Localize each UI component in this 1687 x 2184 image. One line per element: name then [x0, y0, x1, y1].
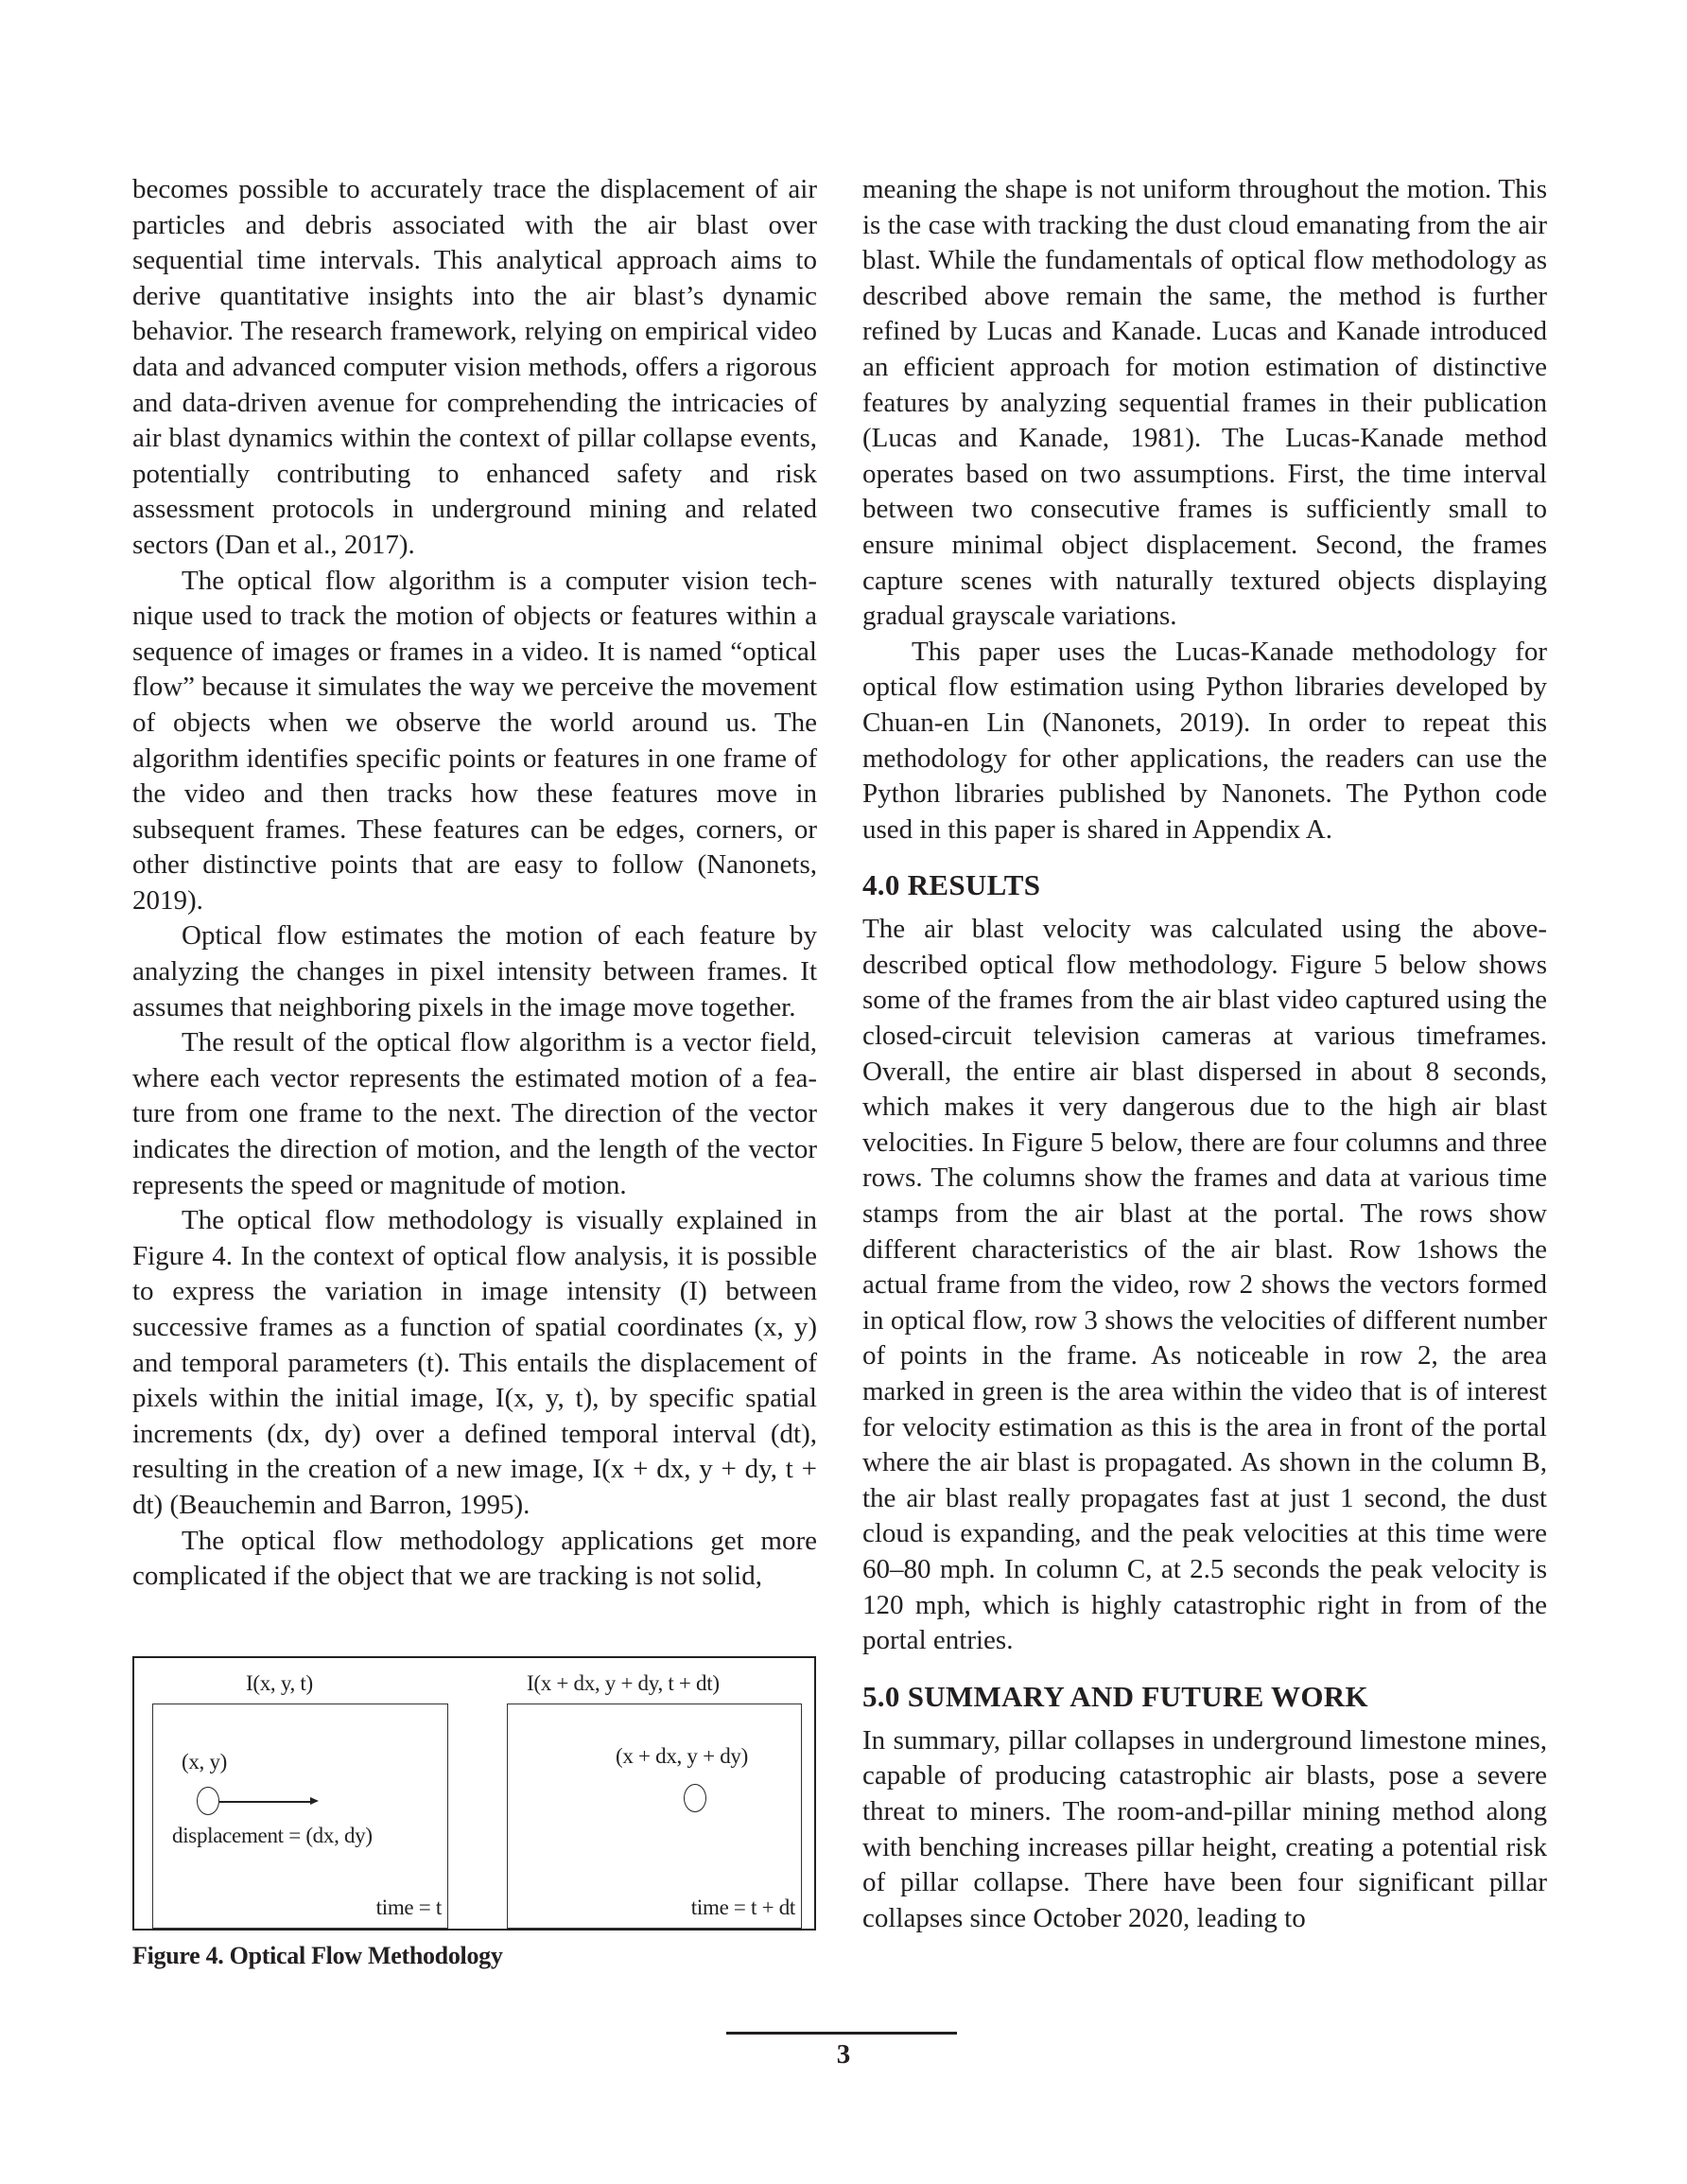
section-heading-results: 4.0 RESULTS [862, 868, 1041, 902]
paragraph: The optical flow methodology is visually explained in Figure 4. In the context of optical flow analysis, it is possible to express the variation in image intensity (I) between successive frames as a function of spatial coordinates (x, y) and temporal parameters (t). This entails the displacement of pixels within the initial image, I(x, y, t), by specific spatial increments (dx, dy) over a defined temporal interval (dt), resulting in the creation of a new image, I(x + dx, y + dy, t + dt) (Beauchemin and Barron, 1995). [132, 1205, 817, 1520]
section-heading-summary: 5.0 SUMMARY AND FUTURE WORK [862, 1679, 1368, 1713]
paragraph: The result of the optical flow algorithm is a vector field, where each vector represents the estimated motion of a feature from one frame to the next. The direction of the vector indicates the direction of motion, and the length of the vector represents the speed or magnitude of motion. [132, 1027, 817, 1200]
arrow-head-icon [310, 1797, 319, 1805]
figure-4-caption: Figure 4. Optical Flow Methodology [132, 1942, 503, 1969]
frame-at-time-t-plus-dt [507, 1704, 802, 1929]
left-frame-title: I(x, y, t) [246, 1671, 313, 1695]
paragraph: becomes possible to accurately trace the displacement of air particles and debris associated with the air blast over sequential time intervals. This analytical approach aims to derive quantitative insights into the air blast’s dynamic behavior. The research framework, relying on empirical video data and advanced computer vision methods, offers a rigorous and data-driven avenue for comprehending the intricacies of air blast dynamics within the context of pillar collapse events, potentially contributing to enhanced safety and risk assessment protocols in underground mining and related sectors (Dan et al., 2017). [132, 174, 817, 560]
feature-point-circle-icon [197, 1787, 219, 1815]
frame-at-time-t [152, 1704, 448, 1929]
paragraph: Optical flow estimates the motion of each feature by analyzing the changes in pixel intensity between frames. It assumes that neighboring pixels in the image move together. [132, 920, 817, 1022]
point-label-x-plus-dx: (x + dx, y + dy) [616, 1744, 748, 1768]
time-label-t: time = t [375, 1896, 442, 1919]
time-label-t-plus-dt: time = t + dt [690, 1896, 795, 1919]
paragraph: The optical flow algorithm is a computer vision technique used to track the motion of objects or features within a sequence of images or frames in a video. It is named “optical flow” because it simulates the way we perceive the movement of objects when we observe the world around us. The algorithm identifies specific points or features in one frame of the video and then tracks how these features move in subsequent frames. These features can be edges, corners, or other distinctive points that are easy to follow (Nanonets, 2019). [132, 565, 817, 916]
displacement-arrow-line [219, 1801, 312, 1803]
page-number: 3 [836, 2039, 851, 2070]
paragraph: The air blast velocity was calculated using the above-described optical flow methodology. Figure 5 below shows some of the frames from the air blast video captured using the closed-circuit television cameras at various timeframes. Overall, the entire air blast dispersed in about 8 seconds, which makes it very dangerous due to the high air blast velocities. In Figure 5 below, there are four columns and three rows. The columns show the frames and data at various time stamps from the air blast at the portal. The rows show different characteristics of the air blast. Row 1shows the actual frame from the video, row 2 shows the vectors formed in optical flow, row 3 shows the velocities of different number of points in the frame. As noticeable in row 2, the area marked in green is the area within the video that is of interest for velocity estimation as this is the area in front of the portal where the air blast is propagated. As shown in the column B, the air blast really propagates fast at just 1 second, the dust cloud is expanding, and the peak velocities at this time were 60–80 mph. In column C, at 2.5 seconds the peak velocity is 120 mph, which is highly catastrophic right in from of the portal entries. [862, 914, 1547, 1656]
right-column [862, 172, 1547, 1936]
point-label-xy: (x, y) [182, 1750, 228, 1773]
paragraph: In summary, pillar collapses in underground limestone mines, capable of producing catastrophic air blasts, pose a severe threat to miners. The room-and-pillar mining method along with benching increases pillar height, creating a potential risk of pillar collapse. There have been four significant pillar collapses since October 2020, leading to [862, 1724, 1547, 1933]
displacement-label: displacement = (dx, dy) [172, 1824, 373, 1847]
paragraph: meaning the shape is not uniform throughout the motion. This is the case with tracking the dust cloud emanating from the air blast. While the fundamentals of optical flow methodology as described above remain the same, the method is further refined by Lucas and Kanade. Lucas and Kanade introduced an efficient approach for motion estimation of distinctive features by analyzing sequential frames in their publication (Lucas and Kanade, 1981). The Lucas-Kanade method operates based on two assumptions. First, the time interval between two consecutive frames is sufficiently small to ensure minimal object displacement. Second, the frames capture scenes with naturally textured objects displaying gradual grayscale variations. [862, 174, 1547, 632]
footer-divider [726, 2032, 957, 2035]
right-frame-title: I(x + dx, y + dy, t + dt) [527, 1671, 720, 1695]
paragraph: The optical flow methodology applications get more complicated if the object that we are tracking is not solid, [132, 1525, 817, 1592]
paragraph: This paper uses the Lucas-Kanade methodology for optical flow estimation using Python libraries developed by Chuan-en Lin (Nanonets, 2019). In order to repeat this methodology for other applications, the readers can use the Python libraries published by Nanonets. The Python code used in this paper is shared in Appendix A. [862, 636, 1547, 845]
left-column [132, 172, 817, 1595]
displaced-point-circle-icon [684, 1784, 706, 1812]
figure-4-optical-flow-diagram [132, 1656, 816, 1931]
